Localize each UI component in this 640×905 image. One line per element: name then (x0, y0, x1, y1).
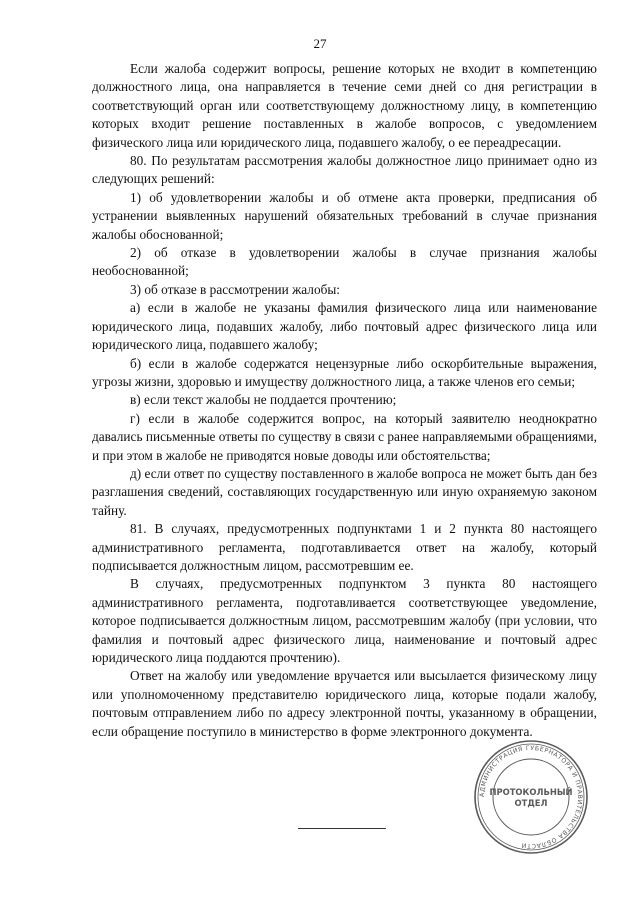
stamp-ring-text: АДМИНИСТРАЦИЯ ГУБЕРНАТОРА И ПРАВИТЕЛЬСТВА ОБЛАСТИ (478, 744, 584, 850)
subitem-80-3-v: в) если текст жалобы не поддается прочтению; (130, 392, 397, 408)
document-body (92, 60, 597, 741)
subitem-80-3-g: г) если в жалобе содержится вопрос, на который заявителю неоднократно давались письменные ответы по существу в связи с ранее направляемыми обращениями, и при этом в жалобе не приводятся новые доводы или обстоятельства; (92, 410, 597, 463)
paragraph-80: 80. По результатам рассмотрения жалобы должностное лицо принимает одно из следующих решений: (92, 153, 597, 187)
stamp-seal (472, 738, 590, 856)
subitem-80-2: 2) об отказе в удовлетворении жалобы в случае признания жалобы необоснованной; (92, 245, 597, 279)
paragraph-81: 81. В случаях, предусмотренных подпунктами 1 и 2 пункта 80 настоящего административного регламента, подготавливается ответ на жалобу, который подписывается должностным лицом, рассмотревшим ее. (92, 521, 597, 573)
subitem-80-3: 3) об отказе в рассмотрении жалобы: (130, 281, 340, 297)
stamp-center-line1: ПРОТОКОЛЬНЫЙ (489, 787, 573, 797)
footer-divider (298, 828, 386, 829)
subitem-80-1: 1) об удовлетворении жалобы и об отмене акта проверки, предписания об устранении выявленных нарушений обязательных требований в случае признания жалобы обоснованной; (92, 189, 597, 242)
subitem-80-3-d: д) если ответ по существу поставленного в жалобе вопроса не может быть дан без разглашения сведений, составляющих государственную или иную охраняемую законом тайну. (92, 465, 597, 518)
subitem-80-3-a: а) если в жалобе не указаны фамилия физического лица или наименование юридического лица, подавших жалобу, либо почтовый адрес физического лица или юридического лица, подавшего жалобу; (92, 300, 597, 353)
paragraph-readdressing: Если жалоба содержит вопросы, решение которых не входит в компетенцию должностного лица, она направляется в течение семи дней со дня регистрации в соответствующий орган или соответствующему должностному лицу, в компетенцию которых входит решение поставленных в жалобе вопросов, с уведомлением физического лица или юридического лица, подавшего жалобу, о ее переадресации. (92, 61, 597, 150)
paragraph-81-notification: В случаях, предусмотренных подпунктом 3 пункта 80 настоящего административного регламента, подготавливается соответствующее уведомление, которое подписывается должностным лицом, рассмотревшим жалобу (при условии, что фамилия и почтовый адрес физического лица, наименование и почтовый адрес юридического лица поддаются прочтению). (92, 576, 597, 665)
stamp-center-line2: ОТДЕЛ (514, 798, 548, 808)
paragraph-delivery: Ответ на жалобу или уведомление вручается или высылается физическому лицу или уполномоченному представителю юридического лица, которые подали жалобу, почтовым отправлением либо по адресу электронной почты, указанному в обращении, если обращение поступило в министерство в форме электронного документа. (92, 668, 597, 739)
subitem-80-3-b: б) если в жалобе содержатся нецензурные либо оскорбительные выражения, угрозы жизни, здоровью и имуществу должностного лица, а также членов его семьи; (92, 355, 597, 389)
page-number: 27 (313, 36, 327, 51)
